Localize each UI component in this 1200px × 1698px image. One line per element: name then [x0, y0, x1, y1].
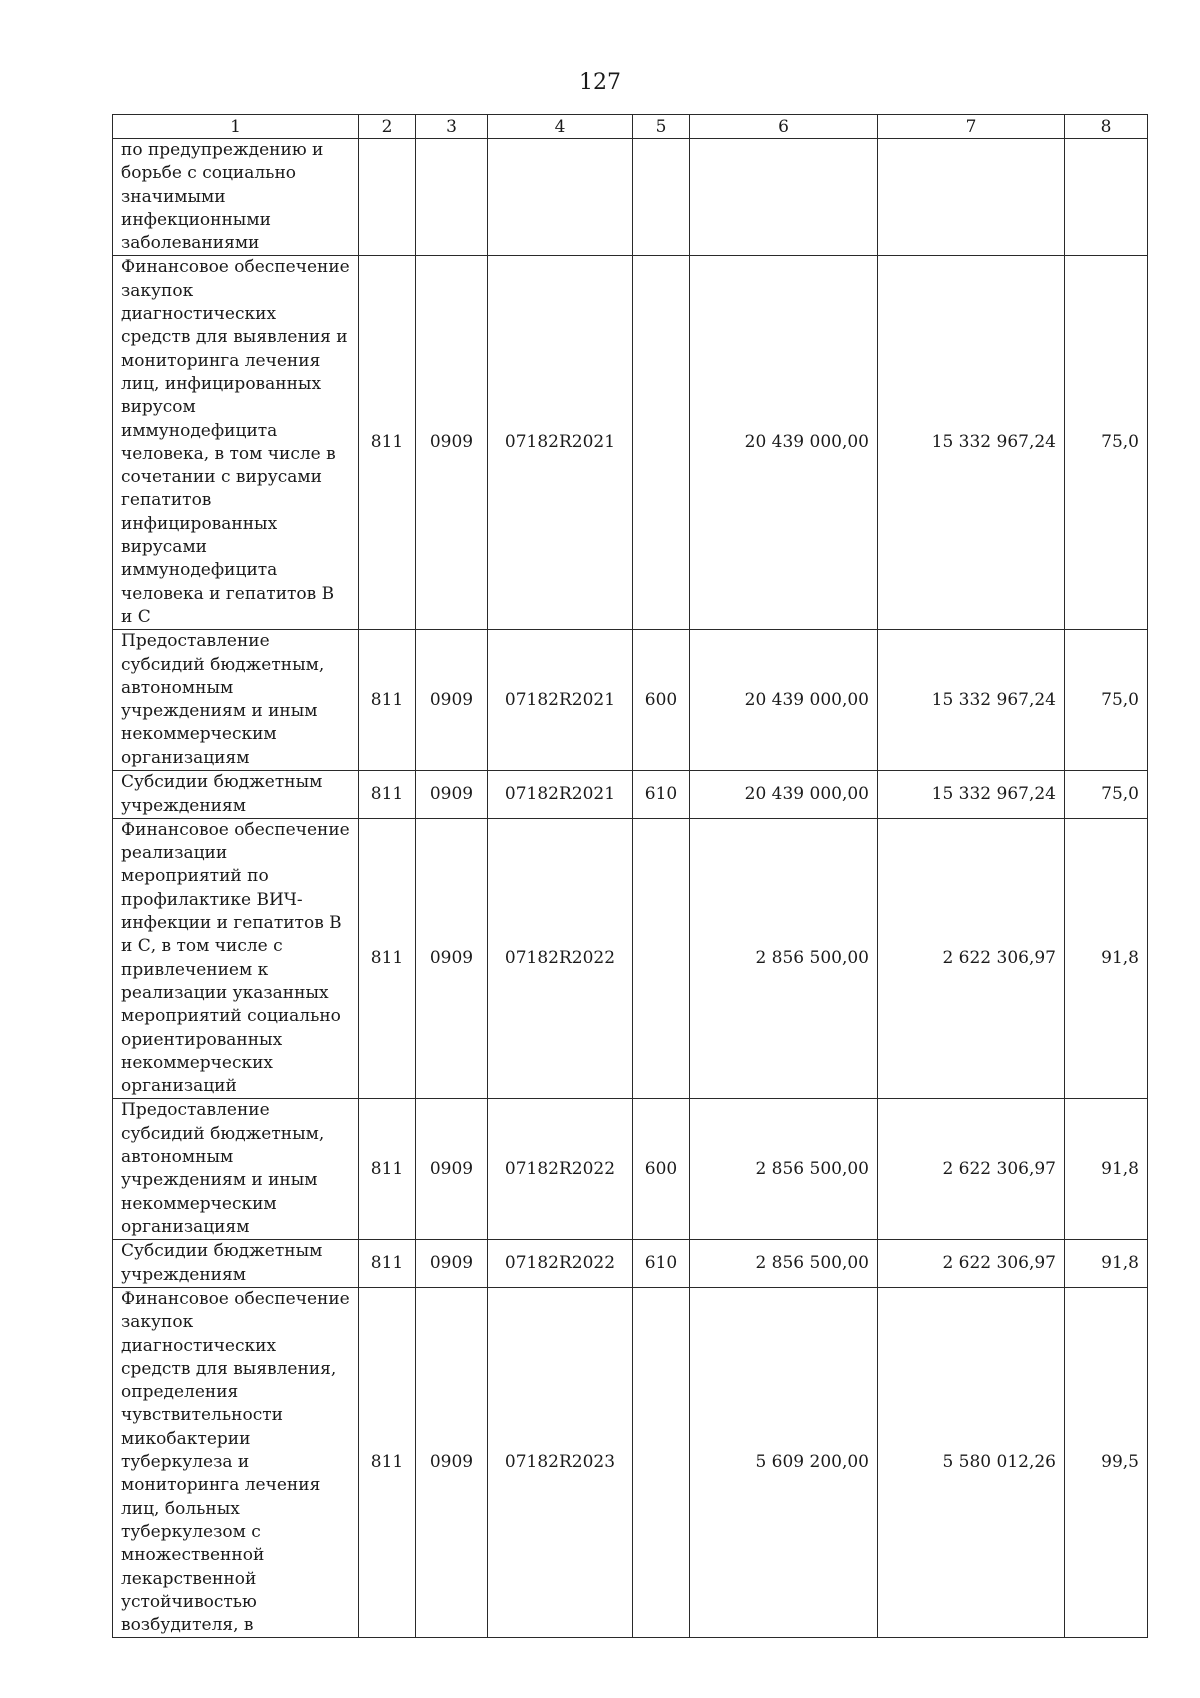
- row-expense-type: [633, 256, 690, 630]
- table-row: [113, 1287, 1148, 1637]
- row-percent: 91,8: [1065, 1240, 1148, 1288]
- row-plan-amount: 2 856 500,00: [690, 1099, 878, 1240]
- row-plan-amount: 20 439 000,00: [690, 630, 878, 771]
- row-target-code: 07182R2021: [488, 771, 633, 819]
- row-section: 0909: [416, 771, 488, 819]
- row-target-code: [488, 139, 633, 256]
- row-target-code: 07182R2021: [488, 256, 633, 630]
- row-description: Финансовое обеспечение реализации мероприятий по профилактике ВИЧ-инфекции и гепатитов В и С, в том числе с привлечением к реализации указанных мероприятий социально ориентированных некоммерческих организаций: [113, 818, 359, 1099]
- row-section: 0909: [416, 1287, 488, 1637]
- row-rzpr: 811: [359, 630, 416, 771]
- row-plan-amount: 20 439 000,00: [690, 771, 878, 819]
- row-expense-type: 600: [633, 630, 690, 771]
- table-row: [113, 256, 1148, 630]
- row-rzpr: 811: [359, 1287, 416, 1637]
- column-header: 7: [878, 115, 1065, 139]
- column-header: 6: [690, 115, 878, 139]
- row-description: Финансовое обеспечение закупок диагностических средств для выявления, определения чувствительности микобактерии туберкулеза и мониторинга лечения лиц, больных туберкулезом с множественной лекарственной устойчивостью возбудителя, в: [113, 1287, 359, 1637]
- table-row: [113, 1099, 1148, 1240]
- row-plan-amount: 5 609 200,00: [690, 1287, 878, 1637]
- row-section: [416, 139, 488, 256]
- page-number: 127: [579, 70, 621, 95]
- row-expense-type: 610: [633, 1240, 690, 1288]
- row-actual-amount: 2 622 306,97: [878, 1099, 1065, 1240]
- row-percent: 91,8: [1065, 818, 1148, 1099]
- row-target-code: 07182R2022: [488, 1240, 633, 1288]
- column-header: 3: [416, 115, 488, 139]
- row-section: 0909: [416, 1099, 488, 1240]
- row-rzpr: [359, 139, 416, 256]
- row-actual-amount: 2 622 306,97: [878, 1240, 1065, 1288]
- row-expense-type: 600: [633, 1099, 690, 1240]
- column-header: 1: [113, 115, 359, 139]
- table-row: [113, 818, 1148, 1099]
- row-actual-amount: 15 332 967,24: [878, 256, 1065, 630]
- row-rzpr: 811: [359, 1099, 416, 1240]
- row-percent: 75,0: [1065, 256, 1148, 630]
- table-row: [113, 630, 1148, 771]
- column-header: 2: [359, 115, 416, 139]
- row-percent: 75,0: [1065, 630, 1148, 771]
- row-percent: 75,0: [1065, 771, 1148, 819]
- table-row: [113, 771, 1148, 819]
- row-description: Предоставление субсидий бюджетным, автономным учреждениям и иным некоммерческим организациям: [113, 1099, 359, 1240]
- row-target-code: 07182R2021: [488, 630, 633, 771]
- row-description: Предоставление субсидий бюджетным, автономным учреждениям и иным некоммерческим организациям: [113, 630, 359, 771]
- row-rzpr: 811: [359, 1240, 416, 1288]
- row-expense-type: 610: [633, 771, 690, 819]
- row-actual-amount: 2 622 306,97: [878, 818, 1065, 1099]
- row-percent: 99,5: [1065, 1287, 1148, 1637]
- row-description: по предупреждению и борьбе с социально значимыми инфекционными заболеваниями: [113, 139, 359, 256]
- row-rzpr: 811: [359, 818, 416, 1099]
- budget-table: [112, 114, 1148, 1638]
- row-expense-type: [633, 818, 690, 1099]
- column-header: 4: [488, 115, 633, 139]
- row-section: 0909: [416, 256, 488, 630]
- row-plan-amount: 2 856 500,00: [690, 1240, 878, 1288]
- row-section: 0909: [416, 630, 488, 771]
- row-section: 0909: [416, 818, 488, 1099]
- header-row: [113, 115, 1148, 139]
- table-row: [113, 1240, 1148, 1288]
- row-percent: 91,8: [1065, 1099, 1148, 1240]
- row-expense-type: [633, 1287, 690, 1637]
- table-row: [113, 139, 1148, 256]
- column-header: 8: [1065, 115, 1148, 139]
- row-section: 0909: [416, 1240, 488, 1288]
- row-actual-amount: 15 332 967,24: [878, 771, 1065, 819]
- row-plan-amount: 20 439 000,00: [690, 256, 878, 630]
- row-actual-amount: 5 580 012,26: [878, 1287, 1065, 1637]
- row-description: Субсидии бюджетным учреждениям: [113, 771, 359, 819]
- row-rzpr: 811: [359, 256, 416, 630]
- row-expense-type: [633, 139, 690, 256]
- row-target-code: 07182R2022: [488, 1099, 633, 1240]
- row-percent: [1065, 139, 1148, 256]
- row-description: Субсидии бюджетным учреждениям: [113, 1240, 359, 1288]
- row-plan-amount: 2 856 500,00: [690, 818, 878, 1099]
- row-actual-amount: 15 332 967,24: [878, 630, 1065, 771]
- row-plan-amount: [690, 139, 878, 256]
- row-description: Финансовое обеспечение закупок диагностических средств для выявления и мониторинга лечения лиц, инфицированных вирусом иммунодефицита человека, в том числе в сочетании с вирусами гепатитов инфицированных вирусами иммунодефицита человека и гепатитов В и С: [113, 256, 359, 630]
- column-header: 5: [633, 115, 690, 139]
- row-target-code: 07182R2022: [488, 818, 633, 1099]
- row-rzpr: 811: [359, 771, 416, 819]
- row-actual-amount: [878, 139, 1065, 256]
- row-target-code: 07182R2023: [488, 1287, 633, 1637]
